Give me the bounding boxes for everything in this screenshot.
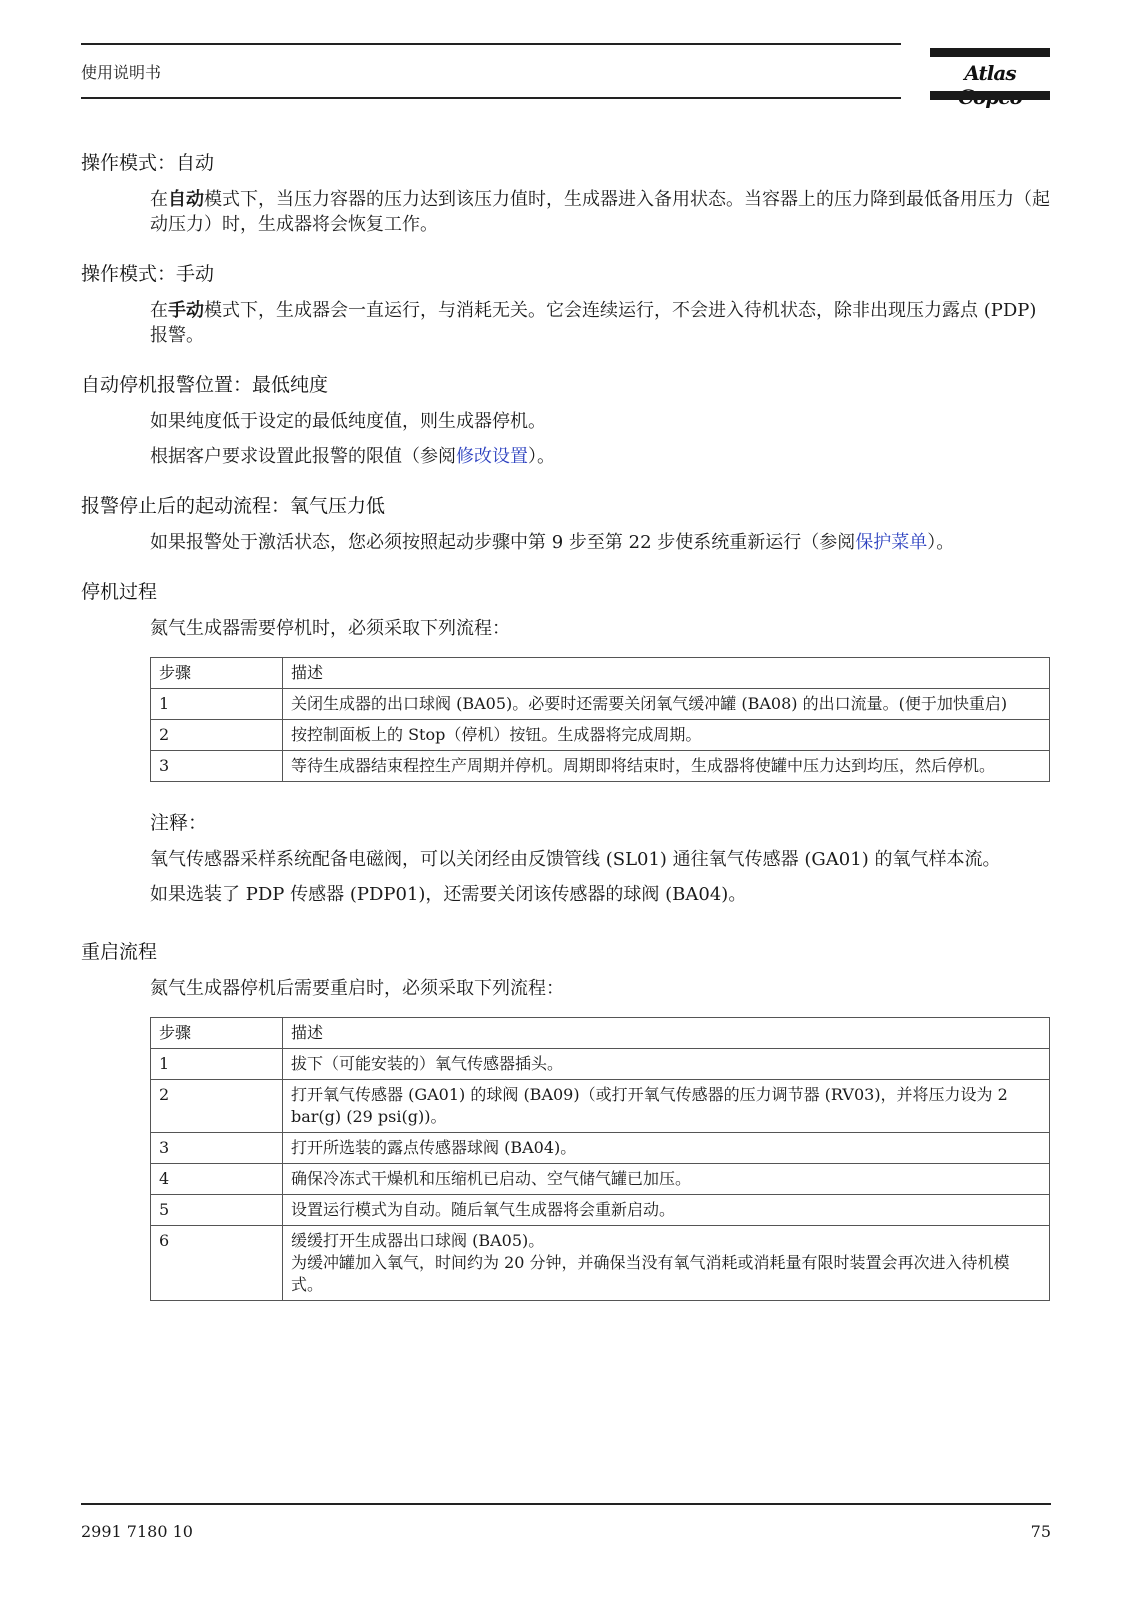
cross-reference-link[interactable]: 保护菜单 xyxy=(855,532,928,553)
text-run: ）。 xyxy=(528,446,555,467)
table-header-row xyxy=(151,1018,1050,1049)
step-number: 1 xyxy=(151,689,283,720)
step-number: 1 xyxy=(151,1049,283,1080)
page-content xyxy=(81,148,1051,1301)
sections-container xyxy=(81,148,1051,555)
step-description: 按控制面板上的 Stop（停机）按钮。生成器将完成周期。 xyxy=(283,720,1050,751)
step-description: 打开所选装的露点传感器球阀 (BA04)。 xyxy=(283,1133,1050,1164)
header-top-rule xyxy=(81,43,901,45)
table-row xyxy=(151,1226,1050,1301)
table-row xyxy=(151,1049,1050,1080)
restart-section xyxy=(81,937,1051,1001)
text-run: 如果报警处于激活状态，您必须按照起动步骤中第 9 步至第 22 步使系统重新运行（参阅 xyxy=(150,532,856,553)
shutdown-intro: 氮气生成器需要停机时，必须采取下列流程： xyxy=(150,618,510,639)
section-heading: 自动停机报警位置：最低纯度 xyxy=(81,374,329,396)
paragraph xyxy=(150,187,1051,237)
step-description: 拔下（可能安装的）氧气传感器插头。 xyxy=(283,1049,1050,1080)
step-number: 3 xyxy=(151,751,283,782)
step-description: 打开氧气传感器 (GA01) 的球阀 (BA09)（或打开氧气传感器的压力调节器 (RV03)，并将压力设为 2 bar(g) (29 psi(g))。 xyxy=(283,1080,1050,1133)
section xyxy=(81,259,1051,348)
paragraph xyxy=(150,298,1051,348)
notes-container xyxy=(81,847,1051,907)
shutdown-table-body xyxy=(151,689,1050,782)
step-number: 4 xyxy=(151,1164,283,1195)
col-desc-header: 描述 xyxy=(283,658,1050,689)
shutdown-section xyxy=(81,577,1051,641)
col-desc-header: 描述 xyxy=(283,1018,1050,1049)
step-description: 设置运行模式为自动。随后氧气生成器将会重新启动。 xyxy=(283,1195,1050,1226)
logo-bar-bottom xyxy=(930,91,1050,100)
logo-text: Atlas xyxy=(964,61,1016,85)
restart-intro: 氮气生成器停机后需要重启时，必须采取下列流程： xyxy=(150,978,564,999)
restart-table-body xyxy=(151,1049,1050,1301)
section xyxy=(81,148,1051,237)
col-step-header: 步骤 xyxy=(151,658,283,689)
section-heading: 操作模式：手动 xyxy=(81,263,215,285)
text-run: 在 xyxy=(150,189,168,210)
section-heading: 报警停止后的起动流程：氧气压力低 xyxy=(81,495,386,517)
step-description: 确保冷冻式干燥机和压缩机已启动、空气储气罐已加压。 xyxy=(283,1164,1050,1195)
step-number: 3 xyxy=(151,1133,283,1164)
header-title: 使用说明书 xyxy=(81,63,162,82)
table-row xyxy=(151,1080,1050,1133)
step-description: 缓缓打开生成器出口球阀 (BA05)。 为缓冲罐加入氧气，时间约为 20 分钟，并确保当没有氧气消耗或消耗量有限时装置会再次进入待机模式。 xyxy=(283,1226,1050,1301)
shutdown-table xyxy=(150,657,1050,782)
doc-number: 2991 7180 10 xyxy=(81,1522,193,1541)
table-row xyxy=(151,1195,1050,1226)
step-number: 2 xyxy=(151,720,283,751)
header-bottom-rule xyxy=(81,97,901,99)
text-run: 如果纯度低于设定的最低纯度值，则生成器停机。 xyxy=(150,411,546,432)
note-paragraph: 氧气传感器采样系统配备电磁阀，可以关闭经由反馈管线 (SL01) 通往氧气传感器 (GA01) 的氧气样本流。 xyxy=(150,849,1001,870)
text-run: 模式下，当压力容器的压力达到该压力值时，生成器进入备用状态。当容器上的压力降到最低备用压力（起动压力）时，生成器将会恢复工作。 xyxy=(150,189,1050,235)
note-paragraph: 如果选装了 PDP 传感器 (PDP01)，还需要关闭该传感器的球阀 (BA04)。 xyxy=(150,884,747,905)
cross-reference-link[interactable]: 修改设置 xyxy=(456,446,528,467)
table-row xyxy=(151,1133,1050,1164)
text-run: ）。 xyxy=(927,532,955,553)
section xyxy=(81,491,1051,555)
step-description: 关闭生成器的出口球阀 (BA05)。必要时还需要关闭氧气缓冲罐 (BA08) 的出口流量。(便于加快重启) xyxy=(283,689,1050,720)
footer-rule xyxy=(81,1503,1051,1505)
paragraph xyxy=(150,530,1051,555)
step-number: 6 xyxy=(151,1226,283,1301)
text-run: 手动 xyxy=(168,300,204,321)
table-header-row xyxy=(151,658,1050,689)
section xyxy=(81,370,1051,469)
shutdown-heading: 停机过程 xyxy=(81,581,158,603)
restart-heading: 重启流程 xyxy=(81,941,158,963)
table-row xyxy=(151,689,1050,720)
note-title: 注释： xyxy=(150,812,208,834)
restart-table xyxy=(150,1017,1050,1301)
page-number: 75 xyxy=(1030,1522,1051,1541)
paragraph xyxy=(150,444,1051,469)
logo-bar-top xyxy=(930,48,1050,57)
text-run: 根据客户要求设置此报警的限值（参阅 xyxy=(150,446,456,467)
step-description: 等待生成器结束程控生产周期并停机。周期即将结束时，生成器将使罐中压力达到均压，然后停机。 xyxy=(283,751,1050,782)
table-row xyxy=(151,751,1050,782)
atlas-copco-logo xyxy=(930,48,1050,100)
col-step-header: 步骤 xyxy=(151,1018,283,1049)
text-run: 模式下，生成器会一直运行，与消耗无关。它会连续运行，不会进入待机状态，除非出现压力露点 (PDP) 报警。 xyxy=(150,300,1037,346)
paragraph xyxy=(150,409,1051,434)
section-heading: 操作模式：自动 xyxy=(81,152,215,174)
table-row xyxy=(151,1164,1050,1195)
text-run: 在 xyxy=(150,300,168,321)
step-number: 5 xyxy=(151,1195,283,1226)
table-row xyxy=(151,720,1050,751)
text-run: 自动 xyxy=(168,189,204,210)
step-number: 2 xyxy=(151,1080,283,1133)
